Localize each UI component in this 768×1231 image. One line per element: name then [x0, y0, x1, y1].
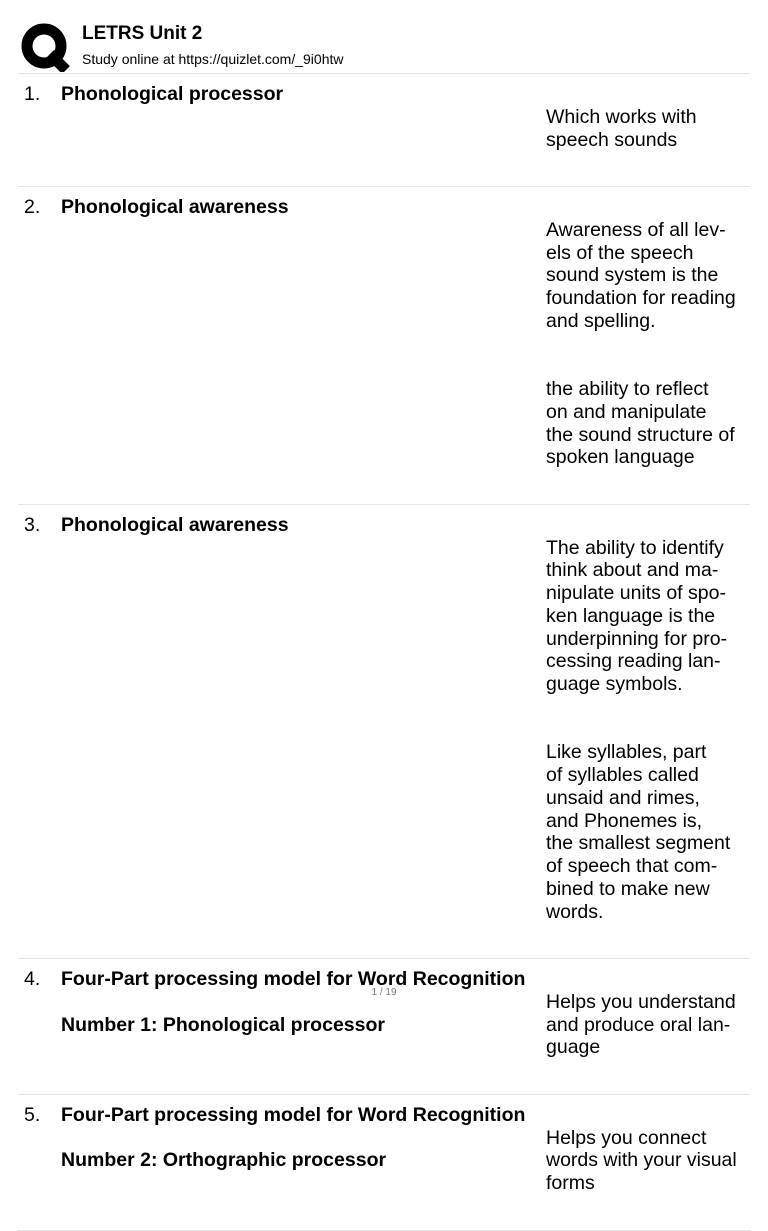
definition-paragraph: Helps you connect words with your visual forms	[546, 1126, 737, 1194]
term-text: Phonological awareness	[61, 513, 289, 536]
term-text: Phonological processor	[61, 83, 284, 105]
flashcard-row	[18, 74, 750, 187]
card-definition	[546, 1104, 743, 1218]
definition-paragraph: Which works with speech sounds	[546, 105, 697, 151]
card-term	[61, 83, 546, 174]
term-text: Four-Part processing model for Word Recognition	[61, 1103, 526, 1126]
card-term	[61, 1104, 546, 1218]
card-number: 3.	[24, 513, 41, 536]
flashcard-row	[18, 959, 750, 1095]
card-number: 1.	[24, 83, 41, 105]
page-header	[20, 20, 750, 70]
card-term	[61, 196, 546, 492]
flashcard-row	[18, 505, 750, 959]
quizlet-q-logo-icon	[20, 22, 70, 72]
card-number: 5.	[24, 1103, 41, 1126]
flashcard-row	[18, 1095, 750, 1231]
term-subtext: Number 2: Orthographic processor	[61, 1149, 387, 1172]
card-number: 4.	[24, 968, 41, 990]
term-subtext: Number 1: Phonological processor	[61, 1013, 385, 1036]
definition-paragraph: the ability to reflect on and manipulate the sound structure of spoken language	[546, 378, 735, 469]
page-indicator: 1 / 19	[371, 987, 397, 998]
flashcard-list	[18, 73, 750, 1231]
definition-paragraph: Like syllables, part of syllables called unsaid and rimes, and Phonemes is, the smallest segment of speech that com- bined to make new words.	[546, 741, 731, 923]
term-text: Phonological awareness	[61, 196, 289, 218]
definition-paragraph: Helps you understand and produce oral lan- guage	[546, 990, 736, 1059]
term-text: Four-Part processing model for Word Recognition	[61, 968, 526, 990]
card-number: 2.	[24, 196, 41, 218]
card-definition	[546, 196, 743, 492]
study-online-link[interactable]: Study online at https://quizlet.com/_9i0htw	[82, 51, 344, 67]
flashcard-row	[18, 187, 750, 505]
card-definition	[546, 83, 743, 174]
definition-paragraph: The ability to identify think about and ma- nipulate units of spo- ken language is the underpinning for pro- cessing reading lan- guage symbols.	[546, 536, 728, 695]
definition-paragraph: Awareness of all lev- els of the speech sound system is the foundation for reading and spelling.	[546, 218, 736, 332]
card-definition	[546, 514, 743, 946]
card-term	[61, 968, 546, 1082]
set-title: LETRS Unit 2	[82, 23, 203, 44]
card-definition	[546, 968, 743, 1082]
card-term	[61, 514, 546, 946]
